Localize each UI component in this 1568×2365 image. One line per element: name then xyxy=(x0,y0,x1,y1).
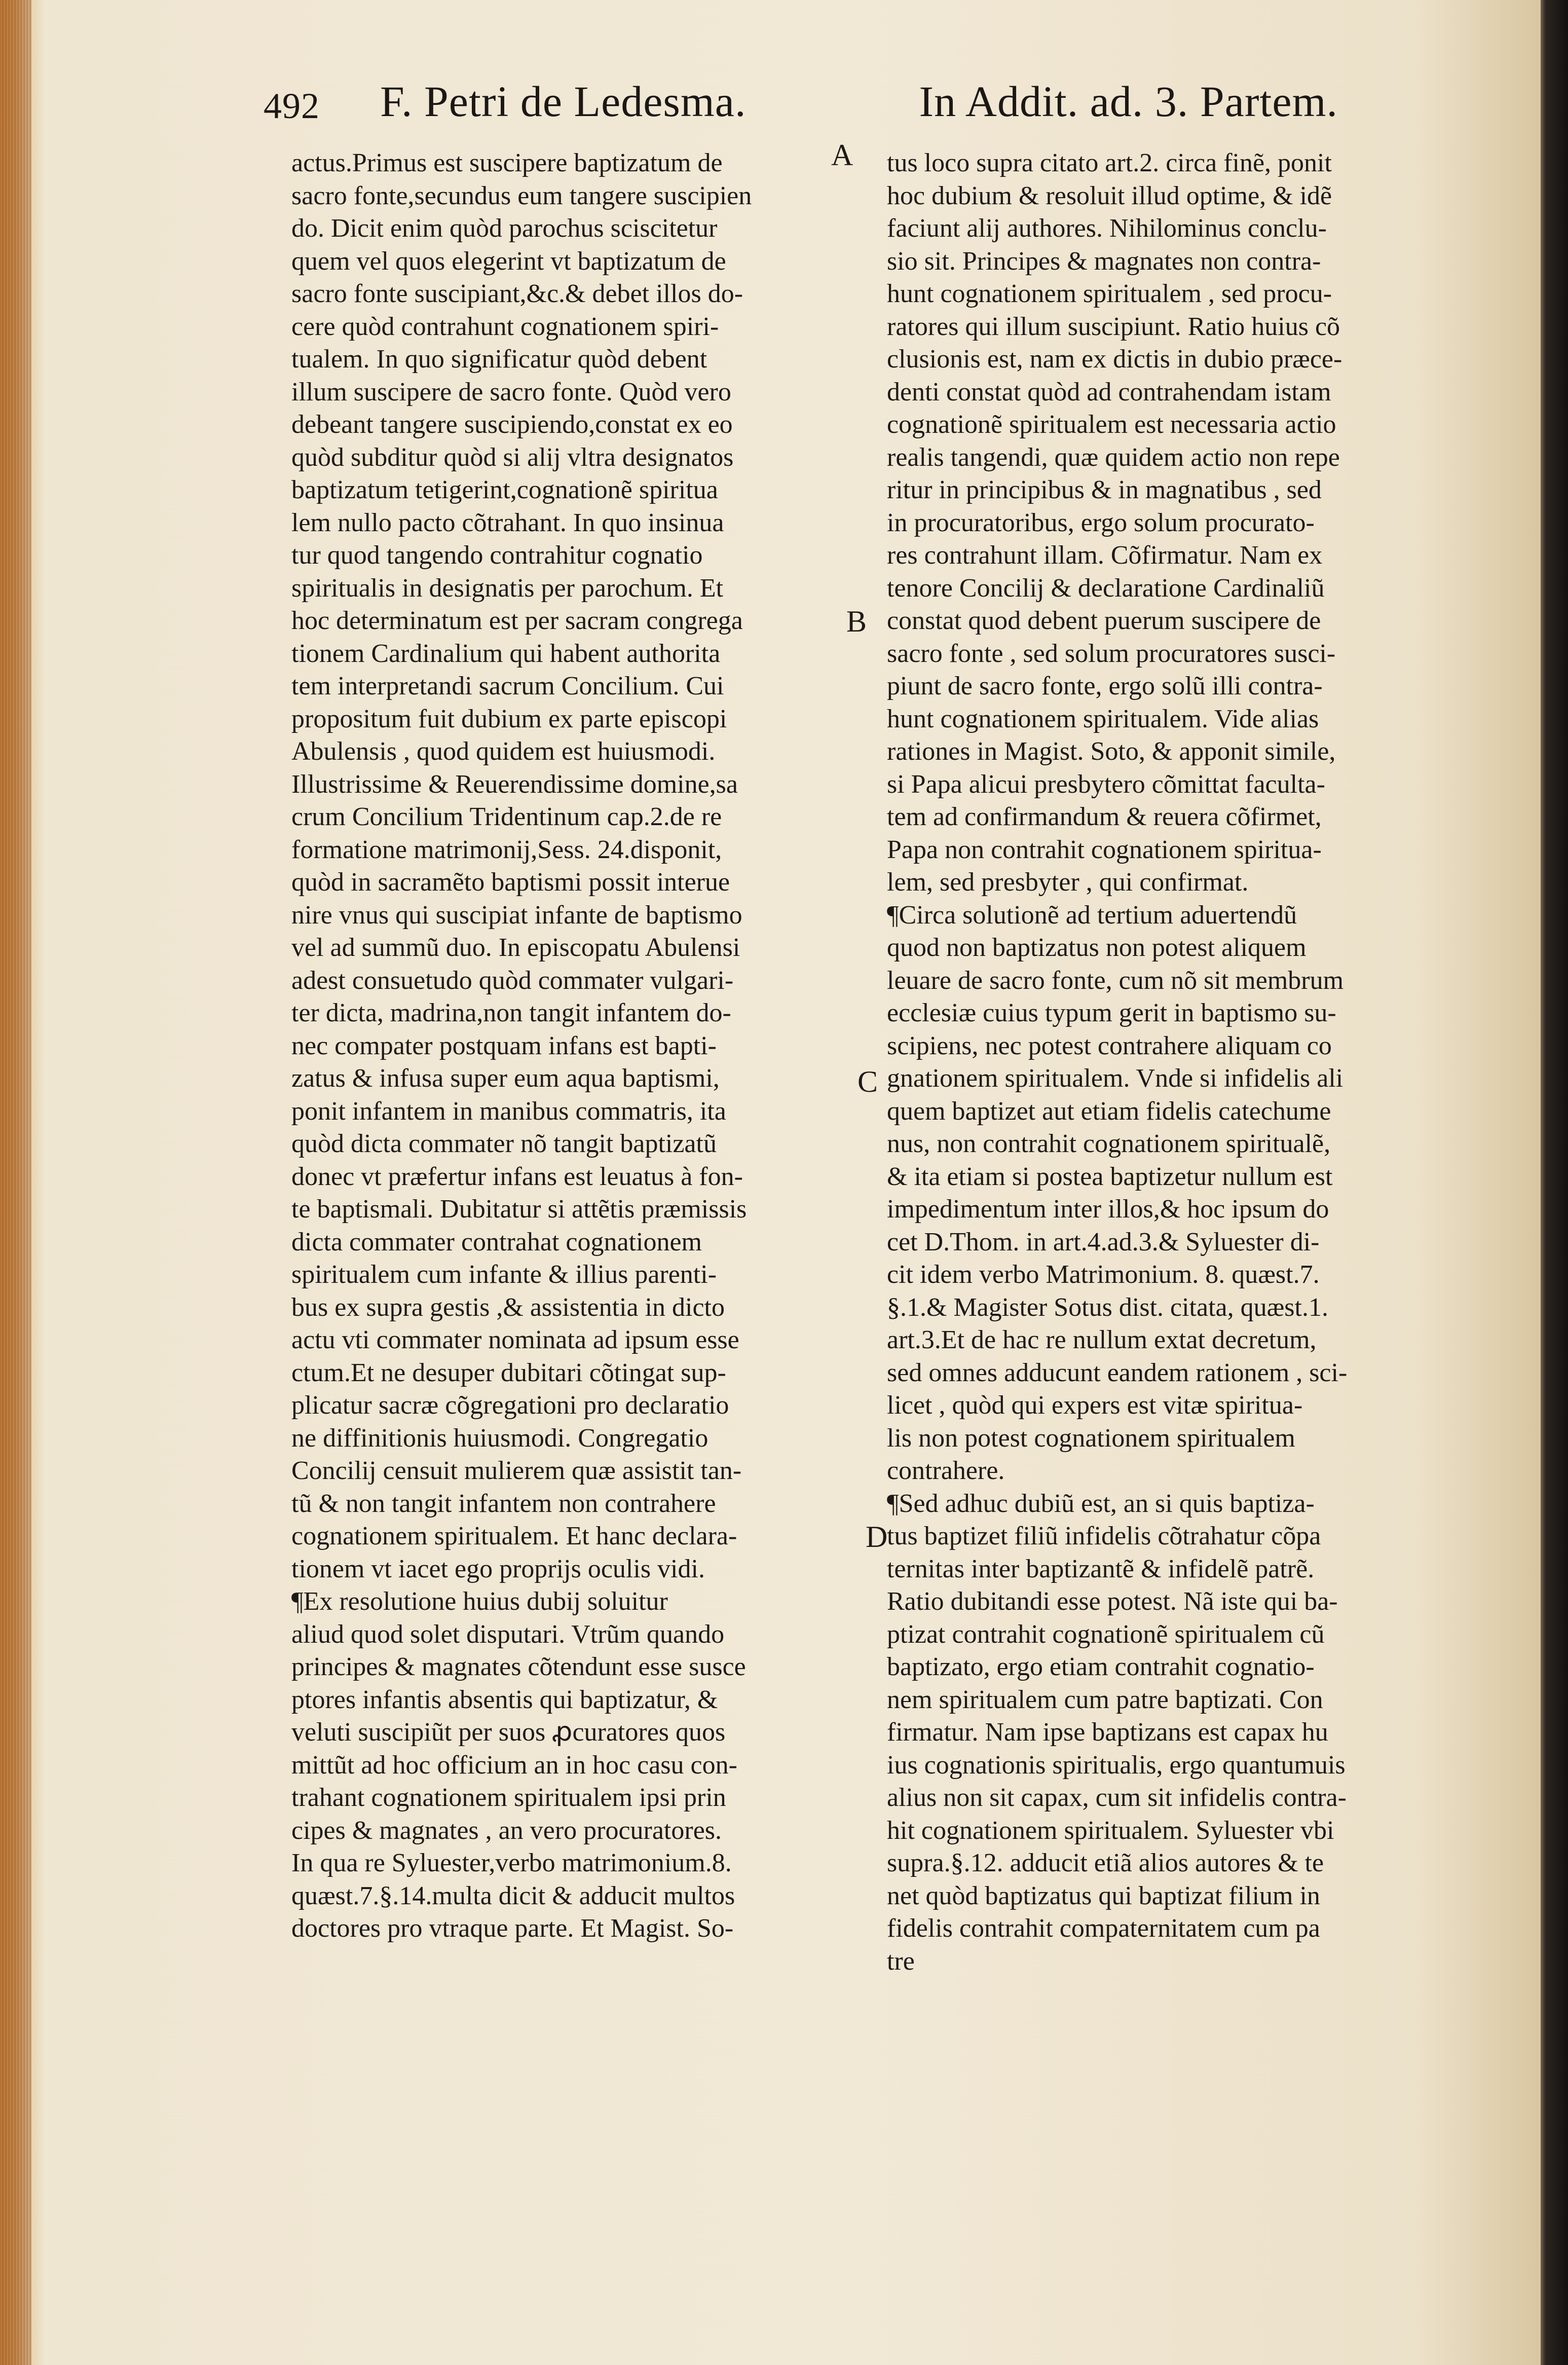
text-line: dicta commater contrahat cognationem xyxy=(291,1227,702,1257)
left-text-column xyxy=(291,147,856,1945)
text-line: formatione matrimonij,Sess. 24.disponit, xyxy=(291,835,722,864)
text-line: bus ex supra gestis ,& assistentia in dicto xyxy=(291,1292,725,1322)
text-line: tur quod tangendo contrahitur cognatio xyxy=(291,541,703,570)
text-line: sacro fonte , sed solum procuratores susci- xyxy=(887,639,1336,668)
text-line: lem nullo pacto cõtrahant. In quo insinua xyxy=(291,508,724,537)
text-line: tem ad confirmandum & reuera cõfirmet, xyxy=(887,802,1322,831)
text-line: ponit infantem in manibus commatris, ita xyxy=(291,1096,726,1126)
text-line: baptizatum tetigerint,cognationẽ spiritua xyxy=(291,475,718,504)
text-line: crum Concilium Tridentinum cap.2.de re xyxy=(291,802,722,831)
text-line: nem spiritualem cum patre baptizati. Con xyxy=(887,1685,1323,1714)
text-line: hunt cognationem spiritualem. Vide alias xyxy=(887,704,1319,733)
text-line: cognationem spiritualem. Et hanc declara- xyxy=(291,1522,737,1550)
text-line: alius non sit capax, cum sit infidelis contra- xyxy=(887,1783,1347,1812)
text-line: ne diffinitionis huiusmodi. Congregatio xyxy=(291,1423,708,1453)
text-line: si Papa alicui presbytero cõmittat faculta- xyxy=(887,769,1325,799)
running-head-author: F. Petri de Ledesma. xyxy=(380,77,746,126)
text-line: clusionis est, nam ex dictis in dubio præce- xyxy=(887,345,1342,374)
text-line: ecclesiæ cuius typum gerit in baptismo su- xyxy=(887,999,1336,1027)
text-line: debeant tangere suscipiendo,constat ex eo xyxy=(291,410,733,439)
text-line: hoc determinatum est per sacram congrega xyxy=(291,606,743,635)
text-line: impedimentum inter illos,& hoc ipsum do xyxy=(887,1195,1329,1224)
right-text-column xyxy=(887,147,1460,1978)
text-line: doctores pro vtraque parte. Et Magist. So- xyxy=(291,1914,734,1943)
text-line: quem vel quos elegerint vt baptizatum de xyxy=(291,246,726,276)
text-line: tus baptizet filiũ infidelis cõtrahatur cõpa xyxy=(887,1522,1321,1550)
text-line: quòd in sacramẽto baptismi possit interue xyxy=(291,868,730,897)
book-spine-shadow xyxy=(1541,0,1568,2365)
text-line: hoc dubium & resoluit illud optime, & idẽ xyxy=(887,181,1332,210)
text-line: actu vti commater nominata ad ipsum esse xyxy=(291,1325,739,1354)
text-line: aliud quod solet disputari. Vtrũm quando xyxy=(291,1619,725,1649)
text-line: mittũt ad hoc officium an in hoc casu con- xyxy=(291,1750,737,1780)
text-line: donec vt præfertur infans est leuatus à fon- xyxy=(291,1162,743,1191)
text-line: veluti suscipiũt per suos ꝓcuratores quos xyxy=(291,1718,726,1747)
text-line: realis tangendi, quæ quidem actio non repe xyxy=(887,442,1340,472)
text-line: plicatur sacræ cõgregationi pro declaratio xyxy=(291,1391,729,1420)
text-line: cognationẽ spiritualem est necessaria actio xyxy=(887,410,1336,439)
text-line: nus, non contrahit cognationem spiritualẽ, xyxy=(887,1129,1331,1158)
text-line: lis non potest cognationem spiritualem xyxy=(887,1423,1295,1453)
text-line: vel ad summũ duo. In episcopatu Abulensi xyxy=(291,933,740,962)
text-line: Concilij censuit mulierem quæ assistit tan- xyxy=(291,1456,742,1485)
text-line: ternitas inter baptizantẽ & infidelẽ patrẽ. xyxy=(887,1554,1315,1583)
text-line: ptizat contrahit cognationẽ spiritualem cũ xyxy=(887,1619,1325,1649)
text-line: ctum.Et ne desuper dubitari cõtingat sup- xyxy=(291,1358,726,1387)
text-line: net quòd baptizatus qui baptizat filium in xyxy=(887,1881,1320,1910)
text-line: ratores qui illum suscipiunt. Ratio huius cõ xyxy=(887,312,1340,341)
text-line: constat quod debent puerum suscipere de xyxy=(887,606,1321,635)
text-line: quòd subditur quòd si alij vltra designatos xyxy=(291,442,734,472)
text-line: propositum fuit dubium ex parte episcopi xyxy=(291,704,727,733)
text-line: zatus & infusa super eum aqua baptismi, xyxy=(291,1064,720,1093)
margin-letter-c: C xyxy=(857,1065,878,1098)
text-line: quæst.7.§.14.multa dicit & adducit multos xyxy=(291,1881,735,1910)
text-line: Papa non contrahit cognationem spiritua- xyxy=(887,835,1322,864)
running-head-section: In Addit. ad. 3. Partem. xyxy=(919,77,1338,126)
text-line: rationes in Magist. Soto, & apponit simile, xyxy=(887,737,1336,766)
text-line: cet D.Thom. in art.4.ad.3.& Syluester di- xyxy=(887,1227,1320,1257)
text-line: ius cognationis spiritualis, ergo quantumuis xyxy=(887,1750,1346,1780)
text-line: sed omnes adducunt eandem rationem , sci- xyxy=(887,1358,1348,1387)
text-line: tualem. In quo significatur quòd debent xyxy=(291,345,707,374)
text-line: §.1.& Magister Sotus dist. citata, quæst.1. xyxy=(887,1292,1328,1322)
text-line: tre xyxy=(887,1946,915,1976)
text-line: art.3.Et de hac re nullum extat decretum, xyxy=(887,1325,1317,1354)
text-line: ¶Sed adhuc dubiũ est, an si quis baptiza- xyxy=(887,1489,1315,1518)
text-line: Abulensis , quod quidem est huiusmodi. xyxy=(291,737,716,766)
text-line: leuare de sacro fonte, cum nõ sit membrum xyxy=(887,966,1344,995)
text-line: sacro fonte suscipiant,&c.& debet illos do- xyxy=(291,279,743,308)
text-line: sacro fonte,secundus eum tangere suscipien xyxy=(291,181,752,210)
text-line: hunt cognationem spiritualem , sed procu- xyxy=(887,279,1332,308)
text-line: nec compater postquam infans est bapti- xyxy=(291,1031,717,1060)
text-line: illum suscipere de sacro fonte. Quòd vero xyxy=(291,377,731,407)
text-line: spiritualem cum infante & illius parenti- xyxy=(291,1260,717,1289)
text-line: & ita etiam si postea baptizetur nullum est xyxy=(887,1162,1333,1191)
page-number: 492 xyxy=(264,86,320,126)
text-line: do. Dicit enim quòd parochus sciscitetur xyxy=(291,214,718,243)
text-line: cere quòd contrahunt cognationem spiri- xyxy=(291,312,719,341)
text-line: te baptismali. Dubitatur si attẽtis præmissis xyxy=(291,1195,747,1224)
text-line: ter dicta, madrina,non tangit infantem do- xyxy=(291,999,731,1027)
text-line: tionem vt iacet ego proprijs oculis vidi. xyxy=(291,1554,705,1583)
margin-letter-a: A xyxy=(831,138,853,172)
text-line: spiritualis in designatis per parochum. Et xyxy=(291,573,724,603)
text-line: firmatur. Nam ipse baptizans est capax hu xyxy=(887,1718,1328,1747)
text-line: gnationem spiritualem. Vnde si infidelis ali xyxy=(887,1064,1343,1093)
text-line: principes & magnates cõtendunt esse susce xyxy=(291,1652,746,1681)
text-line: baptizato, ergo etiam contrahit cognatio- xyxy=(887,1652,1315,1681)
text-line: tenore Concilij & declaratione Cardinaliũ xyxy=(887,573,1325,603)
text-line: licet , quòd qui expers est vitæ spiritua- xyxy=(887,1391,1303,1420)
text-line: fidelis contrahit compaternitatem cum pa xyxy=(887,1914,1320,1943)
text-line: denti constat quòd ad contrahendam istam xyxy=(887,377,1331,407)
text-line: in procuratoribus, ergo solum procurato- xyxy=(887,508,1315,537)
text-line: cipes & magnates , an vero procuratores. xyxy=(291,1816,722,1845)
margin-letter-b: B xyxy=(846,605,867,638)
text-line: tus loco supra citato art.2. circa finẽ, ponit xyxy=(887,149,1332,177)
text-line: contrahere. xyxy=(887,1456,1005,1485)
text-line: adest consuetudo quòd commater vulgari- xyxy=(291,966,734,995)
text-line: supra.§.12. adducit etiã alios autores & te xyxy=(887,1849,1324,1877)
text-line: trahant cognationem spiritualem ipsi prin xyxy=(291,1783,726,1812)
text-line: tũ & non tangit infantem non contrahere xyxy=(291,1489,716,1518)
text-line: actus.Primus est suscipere baptizatum de xyxy=(291,149,723,177)
text-line: hit cognationem spiritualem. Syluester vbi xyxy=(887,1816,1334,1845)
text-line: piunt de sacro fonte, ergo solũ illi contra- xyxy=(887,672,1323,700)
text-line: Illustrissime & Reuerendissime domine,sa xyxy=(291,769,738,799)
text-line: tem interpretandi sacrum Concilium. Cui xyxy=(291,672,724,700)
text-line: In qua re Syluester,verbo matrimonium.8. xyxy=(291,1849,732,1877)
text-line: scipiens, nec potest contrahere aliquam co xyxy=(887,1031,1332,1060)
text-line: quod non baptizatus non potest aliquem xyxy=(887,933,1306,962)
text-line: quem baptizet aut etiam fidelis catechume xyxy=(887,1096,1331,1126)
text-line: cit idem verbo Matrimonium. 8. quæst.7. xyxy=(887,1260,1320,1289)
text-line: ¶Ex resolutione huius dubij soluitur xyxy=(291,1587,668,1616)
text-line: nire vnus qui suscipiat infante de baptismo xyxy=(291,900,742,930)
running-head xyxy=(264,76,1338,137)
text-line: lem, sed presbyter , qui confirmat. xyxy=(887,868,1249,897)
text-line: faciunt alij authores. Nihilominus conclu- xyxy=(887,214,1327,243)
text-line: ¶Circa solutionẽ ad tertium aduertendũ xyxy=(887,900,1297,930)
text-line: sio sit. Principes & magnates non contra- xyxy=(887,246,1321,276)
text-line: ptores infantis absentis qui baptizatur, & xyxy=(291,1685,718,1714)
text-line: ritur in principibus & in magnatibus , sed xyxy=(887,475,1322,504)
text-line: res contrahunt illam. Cõfirmatur. Nam ex xyxy=(887,541,1323,570)
text-line: tionem Cardinalium qui habent authorita xyxy=(291,639,721,668)
text-line: quòd dicta commater nõ tangit baptizatũ xyxy=(291,1129,717,1158)
text-line: Ratio dubitandi esse potest. Nã iste qui ba- xyxy=(887,1587,1338,1616)
margin-letter-d: D xyxy=(866,1520,888,1554)
